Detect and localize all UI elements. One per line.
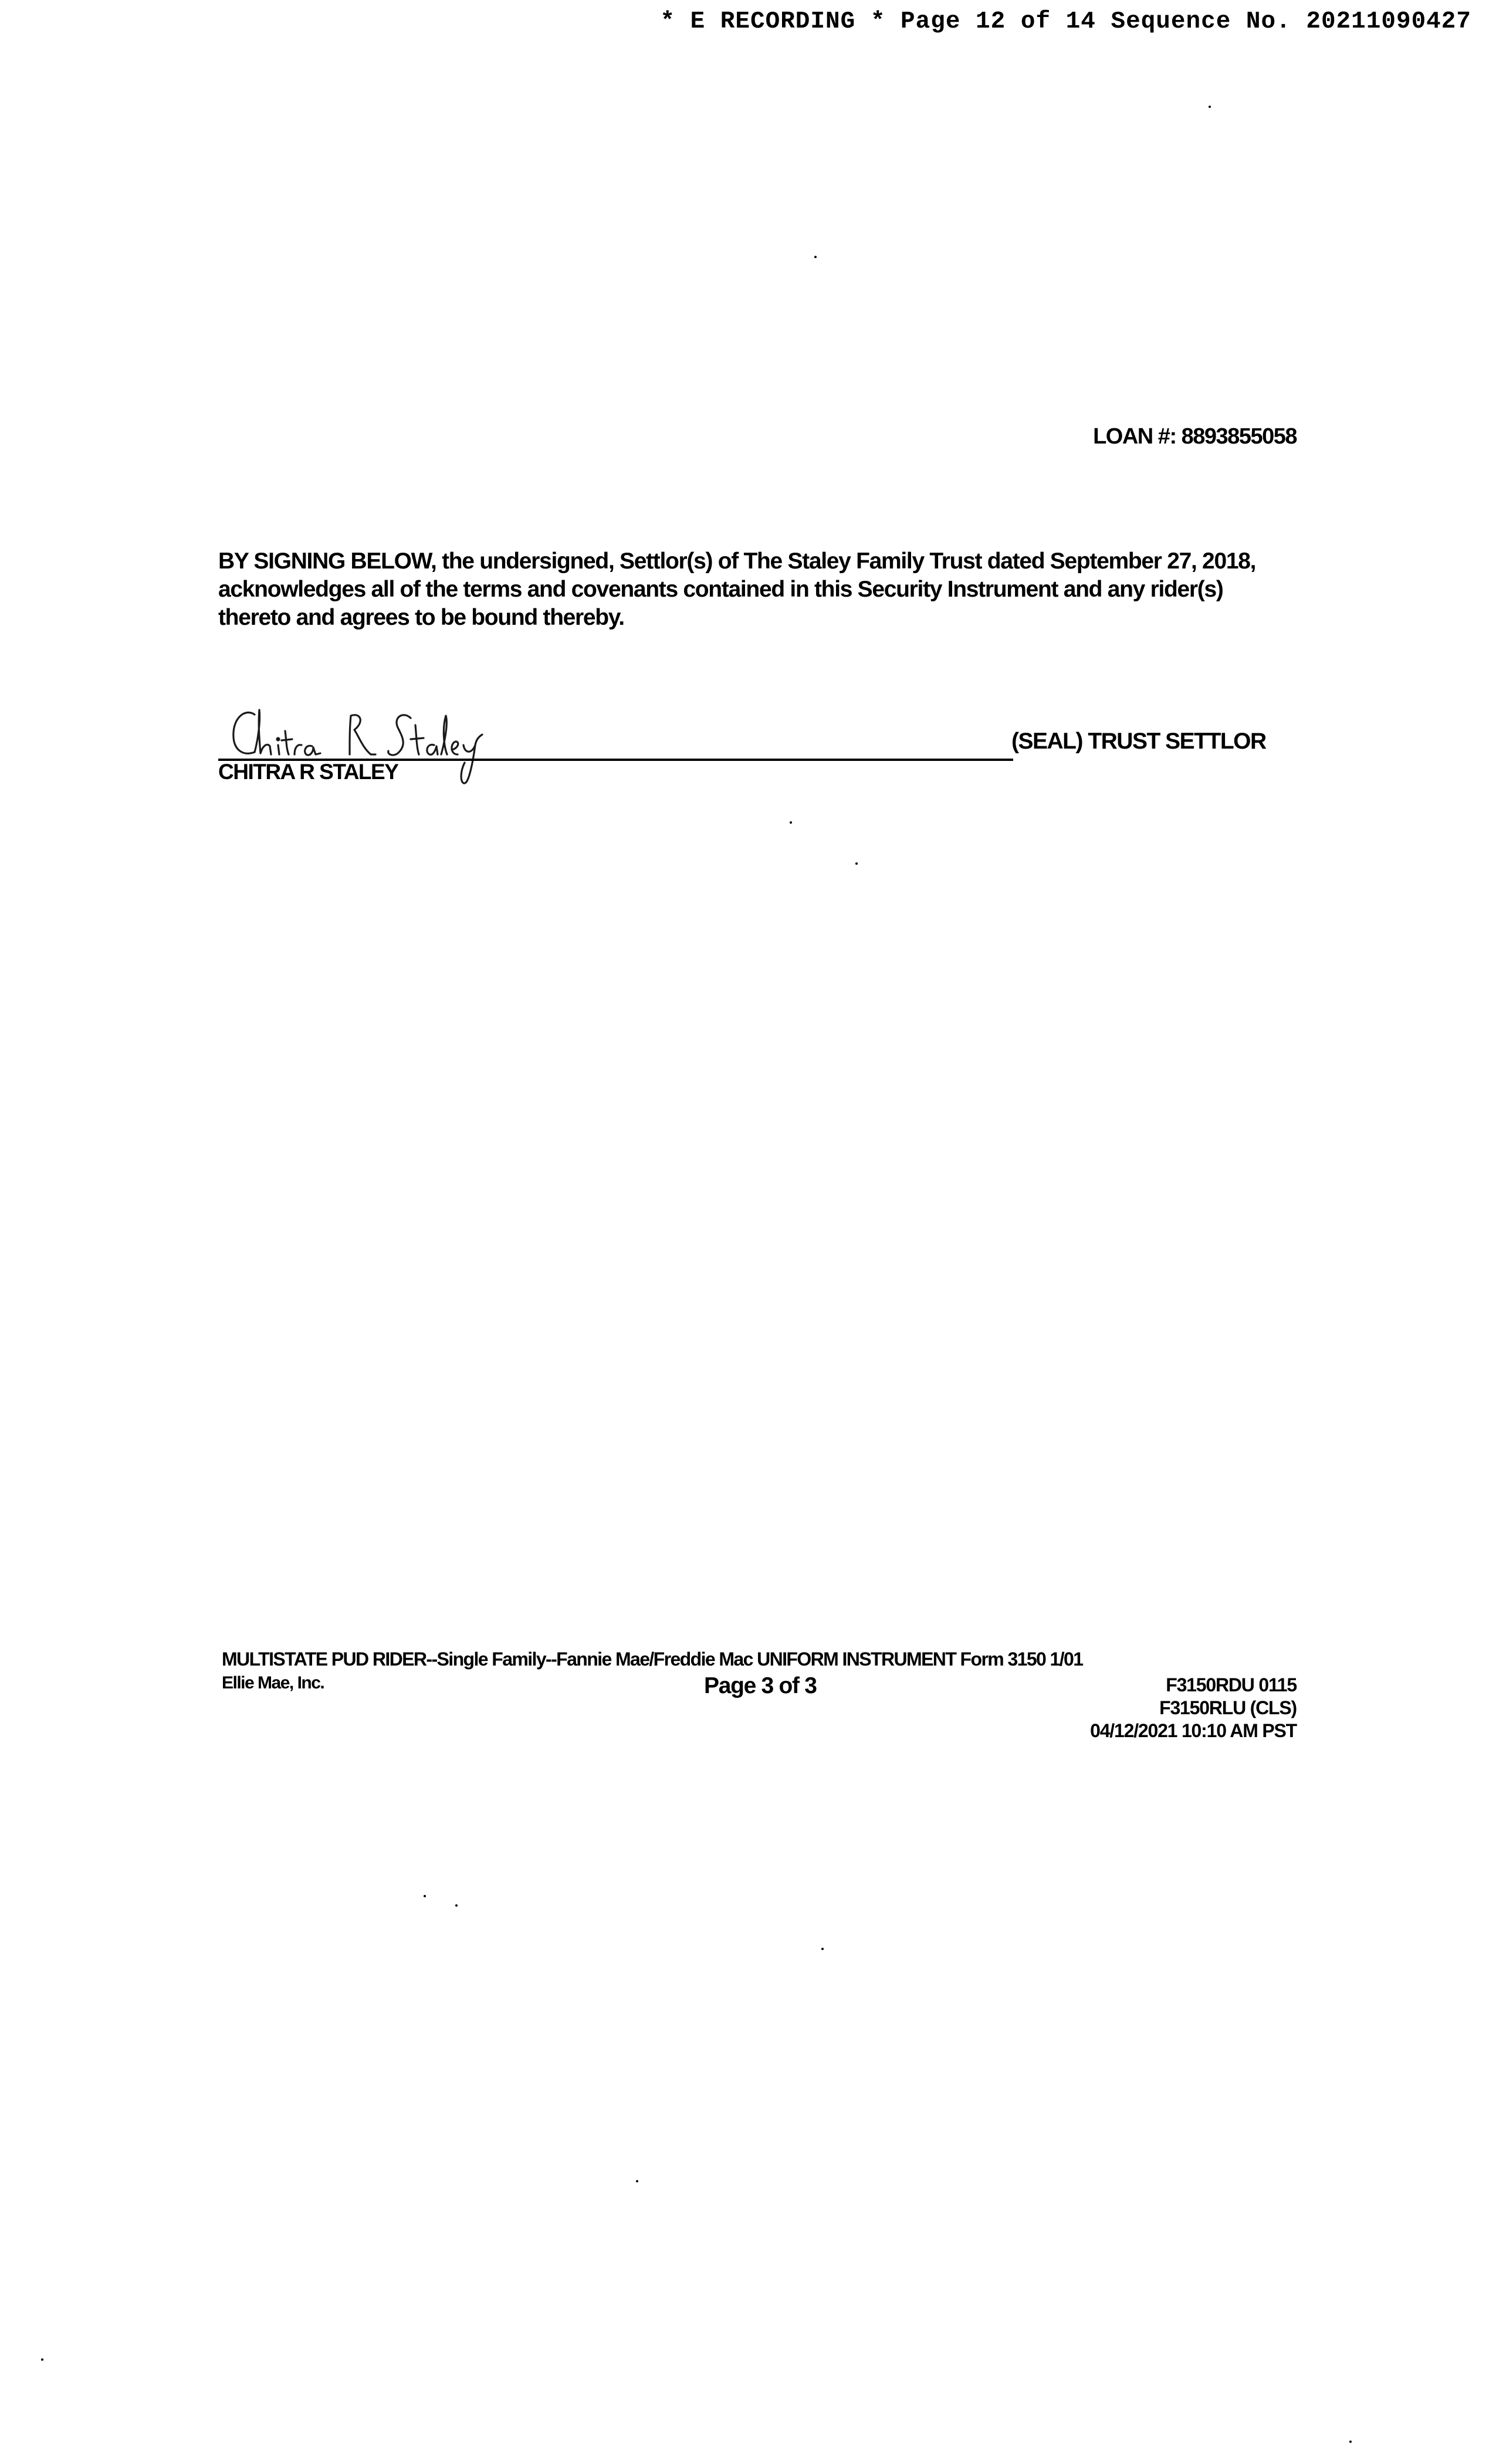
- scan-speck: [455, 1904, 458, 1907]
- footer-form-code: F3150RLU (CLS): [1159, 1697, 1297, 1718]
- scan-speck: [814, 256, 817, 258]
- signer-name: CHITRA R STALEY: [218, 760, 398, 784]
- recording-header: * E RECORDING * Page 12 of 14 Sequence No. 20211090427: [660, 8, 1471, 35]
- scan-speck: [1209, 106, 1211, 108]
- acknowledgment-paragraph: BY SIGNING BELOW, the undersigned, Settlor(s) of The Staley Family Trust dated September 27, 2018, acknowledges all of the terms and covenants contained in this Security Instrument and any rider(s) thereto and agrees to be bound thereby.: [218, 549, 1256, 630]
- footer-company: Ellie Mae, Inc.: [222, 1673, 324, 1693]
- scan-speck: [41, 2358, 43, 2361]
- scan-speck: [424, 1895, 426, 1897]
- scan-speck: [790, 821, 792, 824]
- seal-label: (SEAL) TRUST SETTLOR: [1011, 729, 1266, 754]
- signature-block: [218, 698, 1298, 798]
- footer-timestamp: 04/12/2021 10:10 AM PST: [1090, 1720, 1297, 1741]
- scan-speck: [855, 862, 858, 865]
- loan-number: LOAN #: 8893855058: [1093, 424, 1297, 449]
- scan-speck: [821, 1948, 824, 1950]
- scan-speck: [636, 2180, 638, 2182]
- footer-form-codes: [1090, 1674, 1297, 1742]
- footer-page-number: Page 3 of 3: [704, 1673, 817, 1698]
- footer-form-code: F3150RDU 0115: [1166, 1674, 1297, 1695]
- footer-form-line: MULTISTATE PUD RIDER--Single Family--Fannie Mae/Freddie Mac UNIFORM INSTRUMENT Form 3150 1/01: [222, 1649, 1083, 1670]
- scan-speck: [1349, 2441, 1352, 2443]
